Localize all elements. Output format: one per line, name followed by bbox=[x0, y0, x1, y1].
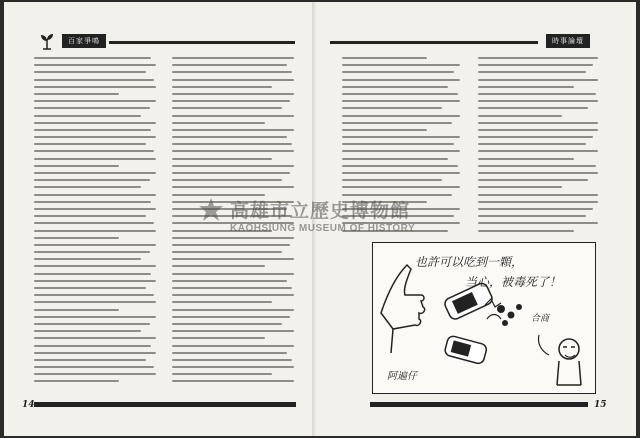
text-line bbox=[172, 143, 292, 145]
text-line bbox=[172, 316, 290, 318]
text-line bbox=[342, 129, 427, 131]
text-line bbox=[342, 100, 460, 102]
text-line bbox=[478, 64, 593, 66]
text-line bbox=[172, 337, 265, 339]
text-line bbox=[172, 258, 294, 260]
text-line bbox=[34, 258, 141, 260]
right-header-tag: 時事論壇 bbox=[546, 34, 590, 48]
text-line bbox=[172, 179, 282, 181]
text-line bbox=[478, 143, 586, 145]
text-line bbox=[34, 79, 154, 81]
text-line bbox=[172, 115, 294, 117]
text-line bbox=[172, 237, 294, 239]
text-line bbox=[478, 186, 562, 188]
text-line bbox=[478, 57, 598, 59]
text-line bbox=[34, 280, 156, 282]
text-line bbox=[34, 150, 154, 152]
text-line bbox=[172, 373, 272, 375]
text-line bbox=[172, 100, 290, 102]
text-line bbox=[172, 330, 294, 332]
text-line bbox=[34, 201, 151, 203]
text-line bbox=[34, 323, 150, 325]
text-line bbox=[172, 352, 287, 354]
text-line bbox=[34, 244, 156, 246]
text-line bbox=[34, 273, 151, 275]
text-line bbox=[342, 71, 454, 73]
text-line bbox=[342, 115, 460, 117]
left-header-rule bbox=[109, 41, 295, 44]
left-page-number: 14 bbox=[22, 400, 35, 410]
text-line bbox=[342, 79, 460, 81]
cartoon-caption-line-1: 也許可以吃到一顆， bbox=[415, 255, 524, 269]
text-line bbox=[342, 93, 458, 95]
text-line bbox=[34, 57, 151, 59]
text-line bbox=[342, 172, 460, 174]
text-line bbox=[342, 158, 448, 160]
text-line bbox=[172, 86, 272, 88]
text-line bbox=[34, 330, 141, 332]
text-line bbox=[34, 309, 119, 311]
text-line bbox=[172, 380, 294, 382]
text-line bbox=[34, 194, 156, 196]
museum-watermark bbox=[230, 196, 470, 234]
text-line bbox=[342, 122, 452, 124]
text-line bbox=[34, 179, 150, 181]
text-line bbox=[34, 100, 156, 102]
text-line bbox=[34, 215, 146, 217]
text-line bbox=[34, 316, 156, 318]
text-line bbox=[34, 71, 146, 73]
left-header-tag: 百家爭鳴 bbox=[62, 34, 106, 48]
text-line bbox=[478, 122, 598, 124]
text-line bbox=[478, 158, 574, 160]
text-line bbox=[342, 86, 448, 88]
text-line bbox=[342, 136, 460, 138]
text-line bbox=[172, 57, 294, 59]
watermark-text-en: KAOHSIUNG MUSEUM OF HISTORY bbox=[230, 223, 416, 234]
text-line bbox=[34, 208, 156, 210]
text-line bbox=[172, 244, 290, 246]
text-line bbox=[34, 251, 150, 253]
text-line bbox=[34, 172, 156, 174]
text-line bbox=[172, 172, 290, 174]
text-line bbox=[34, 294, 154, 296]
text-line bbox=[34, 222, 154, 224]
text-line bbox=[34, 345, 151, 347]
text-line bbox=[172, 79, 294, 81]
political-cartoon bbox=[372, 242, 596, 394]
right-column-2 bbox=[478, 57, 598, 237]
text-line bbox=[34, 352, 156, 354]
text-line bbox=[478, 107, 588, 109]
text-line bbox=[172, 150, 294, 152]
text-line bbox=[172, 345, 294, 347]
right-header-rule bbox=[330, 41, 538, 44]
text-line bbox=[172, 186, 294, 188]
text-line bbox=[172, 287, 292, 289]
plant-logo-icon bbox=[38, 32, 56, 50]
text-line bbox=[172, 71, 292, 73]
text-line bbox=[478, 150, 598, 152]
text-line bbox=[172, 359, 292, 361]
text-line bbox=[34, 165, 119, 167]
text-line bbox=[172, 122, 265, 124]
text-line bbox=[34, 237, 119, 239]
text-line bbox=[342, 186, 460, 188]
text-line bbox=[342, 107, 442, 109]
text-line bbox=[172, 165, 294, 167]
text-line bbox=[172, 107, 282, 109]
text-line bbox=[478, 172, 598, 174]
text-line bbox=[172, 93, 294, 95]
text-line bbox=[172, 301, 272, 303]
text-line bbox=[478, 136, 593, 138]
text-line bbox=[172, 251, 282, 253]
right-footer-rule bbox=[370, 402, 588, 407]
text-line bbox=[34, 186, 141, 188]
left-header bbox=[38, 32, 106, 50]
text-line bbox=[34, 373, 156, 375]
text-line bbox=[34, 287, 146, 289]
text-line bbox=[342, 179, 442, 181]
text-line bbox=[172, 280, 287, 282]
left-footer-rule bbox=[34, 402, 296, 407]
text-line bbox=[34, 136, 156, 138]
text-line bbox=[34, 107, 150, 109]
text-line bbox=[34, 143, 146, 145]
text-line bbox=[478, 179, 588, 181]
text-line bbox=[34, 366, 154, 368]
text-line bbox=[478, 100, 598, 102]
text-line bbox=[478, 208, 593, 210]
text-line bbox=[478, 129, 598, 131]
text-line bbox=[478, 222, 598, 224]
text-line bbox=[478, 93, 596, 95]
text-line bbox=[342, 165, 458, 167]
text-line bbox=[478, 215, 586, 217]
text-line bbox=[342, 57, 427, 59]
text-line bbox=[172, 64, 287, 66]
text-line bbox=[172, 158, 272, 160]
text-line bbox=[34, 380, 119, 382]
text-line bbox=[342, 143, 454, 145]
right-page-number: 15 bbox=[594, 400, 607, 410]
watermark-text-zh: 高雄市立歷史博物館 bbox=[230, 200, 411, 222]
cartoon-label-hehuan: 合商 bbox=[531, 314, 550, 324]
text-line bbox=[478, 165, 596, 167]
text-line bbox=[172, 129, 294, 131]
text-line bbox=[172, 323, 282, 325]
text-line bbox=[478, 115, 562, 117]
text-line bbox=[172, 309, 294, 311]
text-line bbox=[34, 301, 156, 303]
text-line bbox=[172, 273, 294, 275]
text-line bbox=[34, 115, 141, 117]
text-line bbox=[172, 136, 287, 138]
text-line bbox=[34, 64, 156, 66]
text-line bbox=[34, 265, 156, 267]
text-line bbox=[34, 129, 151, 131]
text-line bbox=[478, 201, 598, 203]
cartoon-signature: 阿遍仔 bbox=[387, 371, 417, 382]
text-line bbox=[172, 294, 294, 296]
text-line bbox=[34, 122, 156, 124]
text-line bbox=[34, 158, 156, 160]
text-line bbox=[172, 265, 265, 267]
text-line bbox=[34, 230, 156, 232]
museum-logo-icon bbox=[196, 196, 226, 226]
left-column-1 bbox=[34, 57, 156, 388]
text-line bbox=[34, 93, 119, 95]
text-line bbox=[478, 71, 586, 73]
text-line bbox=[478, 194, 598, 196]
text-line bbox=[34, 337, 156, 339]
text-line bbox=[478, 79, 598, 81]
text-line bbox=[34, 359, 146, 361]
text-line bbox=[172, 366, 294, 368]
cartoon-caption-line-2: 当心，被毒死了！ bbox=[465, 275, 562, 289]
text-line bbox=[342, 150, 460, 152]
text-line bbox=[342, 64, 460, 66]
text-line bbox=[478, 86, 574, 88]
text-line bbox=[34, 86, 156, 88]
text-line bbox=[478, 230, 574, 232]
